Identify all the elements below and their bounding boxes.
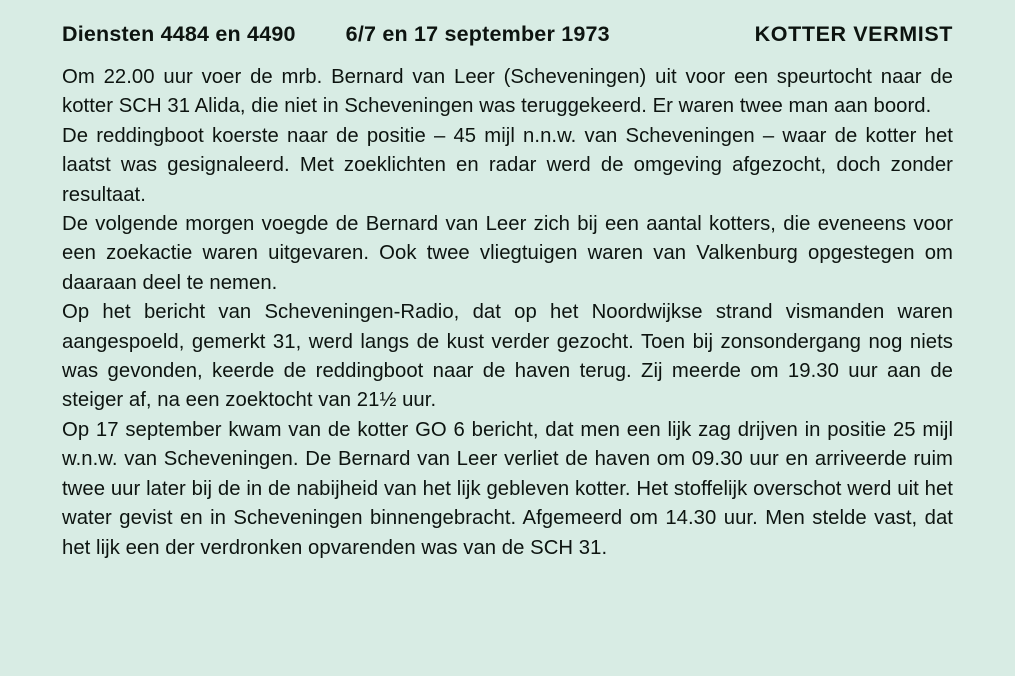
paragraph-2: De reddingboot koerste naar de positie – 45 mijl n.n.w. van Scheveningen – waar de kotter het laatst was gesignaleerd. Met zoeklichten en radar werd de omgeving afgezocht, doch zonder resultaat. (62, 124, 953, 206)
document-header (62, 22, 953, 47)
paragraph-1: Om 22.00 uur voer de mrb. Bernard van Leer (Scheveningen) uit voor een speurtocht naar de kotter SCH 31 Alida, die niet in Scheveningen was teruggekeerd. Er waren twee man aan boord. (62, 66, 953, 118)
paragraph-3: De volgende morgen voegde de Bernard van Leer zich bij een aantal kotters, die eveneens voor een zoekactie waren uitgevaren. Ook twee vliegtuigen waren van Valkenburg opgestegen om daaraan deel te nemen. (62, 213, 953, 294)
document-body (62, 63, 953, 563)
paragraph-4: Op het bericht van Scheveningen-Radio, dat op het Noordwijkse strand vismanden waren aangespoeld, gemerkt 31, werd langs de kust verder gezocht. Toen bij zonsondergang nog niets was gevonden, keerde de reddingboot naar de haven terug. Zij meerde om 19.30 uur aan de steiger af, na een zoektocht van 21½ uur. (62, 301, 953, 412)
header-service-numbers: Diensten 4484 en 4490 (62, 22, 296, 46)
paragraph-5: Op 17 september kwam van de kotter GO 6 bericht, dat men een lijk zag drijven in positie 25 mijl w.n.w. van Scheveningen. De Bernard van Leer verliet de haven om 09.30 uur en arriveerde ruim twee uur later bij de in de nabijheid van het lijk gebleven kotter. Het stoffelijk overschot werd uit het water gevist en in Scheveningen binnengebracht. Afgemeerd om 14.30 uur. Men stelde vast, dat het lijk een der verdronken opvarenden was van de SCH 31. (62, 418, 953, 559)
header-dates: 6/7 en 17 september 1973 (345, 22, 610, 46)
page-title: KOTTER VERMIST (754, 22, 953, 46)
